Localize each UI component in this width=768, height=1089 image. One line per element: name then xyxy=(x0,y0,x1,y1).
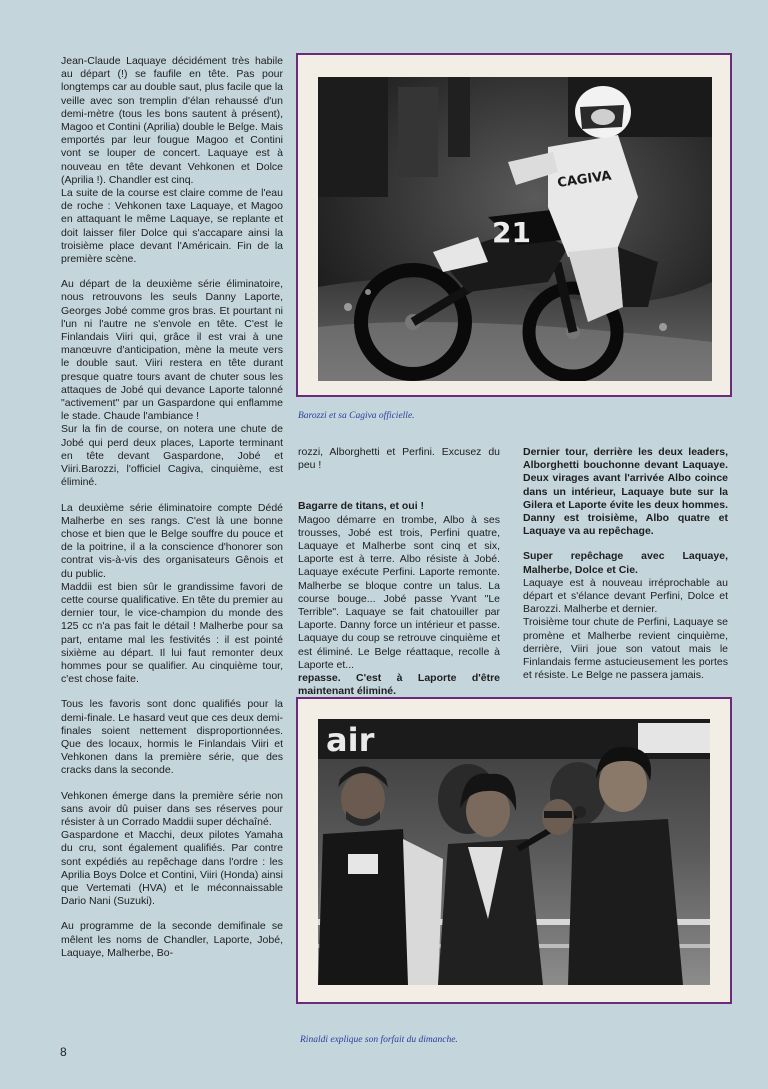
column-1 xyxy=(61,55,283,960)
column-2 xyxy=(298,446,500,698)
caption-top: Barozzi et sa Cagiva officielle. xyxy=(298,411,415,421)
caption-bottom: Rinaldi explique son forfait du dimanche. xyxy=(300,1035,458,1045)
paragraph: Maddii est bien sûr le grandissime favori de cette course qualificative. En tête du premier au dernier tour, le vice-champion du monde des 125 cc n'a pas fait le détail ! Malherbe pour sa part, entame mal les festivités : il est pointé sixième au départ. Il lui faut remonter deux hommes pour se qualifier. Au cinquième tour, c'est chose faite. xyxy=(61,580,283,686)
photo-frame-top xyxy=(296,53,732,397)
paragraph: Gaspardone et Macchi, deux pilotes Yamaha du cru, sont également qualifiés. Par contre sont expédiés au repêchage dans l'ordre : les Aprilia Boys Dolce et Contini, Viiri (Honda) ainsi que Vertemati (HVA) et le méconnaissable Dario Nani (Suzuki). xyxy=(61,829,283,908)
paragraph: Dernier tour, derrière les deux leaders, Alborghetti bouchonne devant Laquaye. Deux virages avant l'arrivée Albo coince dans un intérieur, Laquaye bute sur la Gilera et Laporte évite les deux hommes. Danny est troisième, Albo quatre et Laquaye va au repêchage. xyxy=(523,446,728,538)
photo-frame-bottom xyxy=(296,697,732,1004)
interview-image xyxy=(318,719,710,985)
paragraph: Laquaye est à nouveau irréprochable au départ et s'élance devant Perfini, Dolce et Barozzi. Malherbe et dernier. xyxy=(523,576,728,616)
paragraph: La suite de la course est claire comme de l'eau de roche : Vehkonen taxe Laquaye, et Magoo en attaquant le même Laquaye, se replante et doit laisser filer Dolce qui s'accapare ainsi la troisième place devant l'Américain. Fin de la première scène. xyxy=(61,187,283,266)
paragraph: La deuxième série éliminatoire compte Dédé Malherbe en ses rangs. C'est là une bonne chose et bien que le Belge souffre du pouce et de la poitrine, il a la conscience d'honorer son contrat vis-à-vis des organisateurs Gênois et du public. xyxy=(61,501,283,580)
paragraph: Sur la fin de course, on notera une chute de Jobé qui perd deux places, Laporte terminant en tête devant Gaspardone, Jobé et Viiri.Barozzi, l'officiel Cagiva, cinquième, est éliminé. xyxy=(61,423,283,489)
paragraph: Au programme de la seconde demifinale se mêlent les noms de Chandler, Laporte, Jobé, Laquaye, Malherbe, Bo- xyxy=(61,920,283,959)
rider-image xyxy=(318,77,712,381)
paragraph: Magoo démarre en trombe, Albo à ses trousses, Jobé est trois, Perfini quatre, Laquaye et Malherbe sont cinq et six, Laporte est à terre. Albo résiste à Jobé. Laquaye exécute Perfini. Laporte remonte. Malherbe se bloque contre un talus. La course bouge... Jobé passe Yvant "Le Terrible". Laquaye se fait chatouiller par Laporte. Danny force un intérieur et passe. Laquaye du coup se retrouve cinquième et est éliminé. Le Belge réattaque, recolle à Laporte et... xyxy=(298,513,500,671)
paragraph: Vehkonen émerge dans la première série non sans avoir dû puiser dans ses réserves pour résister à un Corrado Maddii super déchaîné. xyxy=(61,789,283,828)
interview-photo xyxy=(318,719,710,985)
column-3 xyxy=(523,446,728,682)
bike-number: 21 xyxy=(492,216,531,249)
paragraph: Tous les favoris sont donc qualifiés pour la demi-finale. Le hasard veut que ces deux demi-finales soient nettement disproportionnées. Que des locaux, hormis le Finlandais Viiri et Vehkonen dans la première série, que des cracks dans la seconde. xyxy=(61,698,283,777)
jersey-text: CAGIVA xyxy=(556,168,613,191)
banner-text: air xyxy=(326,721,375,759)
page-number: 8 xyxy=(60,1045,67,1059)
paragraph: Au départ de la deuxième série éliminatoire, nous retrouvons les seuls Danny Laporte, Georges Jobé comme gros bras. Et pourtant ni l'un ni l'autre ne s'envole en tête. C'est le Finlandais Viiri qui, grâce il est vrai à une manœuvre d'anticipation, mène la meute vers le double saut. Viiri restera en tête durant presque quatre tours avant de chuter sous les attaques de Jobé qui devance Laporte talonné "activement" par un Gaspardone qui enflamme le stade. Chaude l'ambiance ! xyxy=(61,278,283,423)
paragraph: Super repêchage avec Laquaye, Malherbe, Dolce et Cie. xyxy=(523,550,728,576)
motocross-photo xyxy=(318,77,712,381)
paragraph: Troisième tour chute de Perfini, Laquaye se promène et Malherbe revient cinquième, derrière, Viiri joue son vatout mais le Finlandais ferme astucieusement les portes et résiste. Le Belge ne passera jamais. xyxy=(523,616,728,682)
subheading: Bagarre de titans, et oui ! xyxy=(298,500,425,513)
paragraph: Jean-Claude Laquaye décidément très habile au départ (!) se faufile en tête. Pas pour longtemps car au double saut, plus facile que la veille avec son tremplin d'élan rehaussé d'un demi-mètre (tous les bons sautent à présent), Magoo et Contini (Aprilia) double le Belge. Mais emportés par leur fougue Magoo et Contini vont se louper de concert. Laquaye est à nouveau en tête devant Vehkonen et Dolce (Aprilia !). Chandler est cinq. xyxy=(61,55,283,186)
paragraph: rozzi, Alborghetti et Perfini. Excusez du peu ! xyxy=(298,446,500,472)
paragraph: repasse. C'est à Laporte d'être maintenant éliminé. xyxy=(298,672,500,698)
